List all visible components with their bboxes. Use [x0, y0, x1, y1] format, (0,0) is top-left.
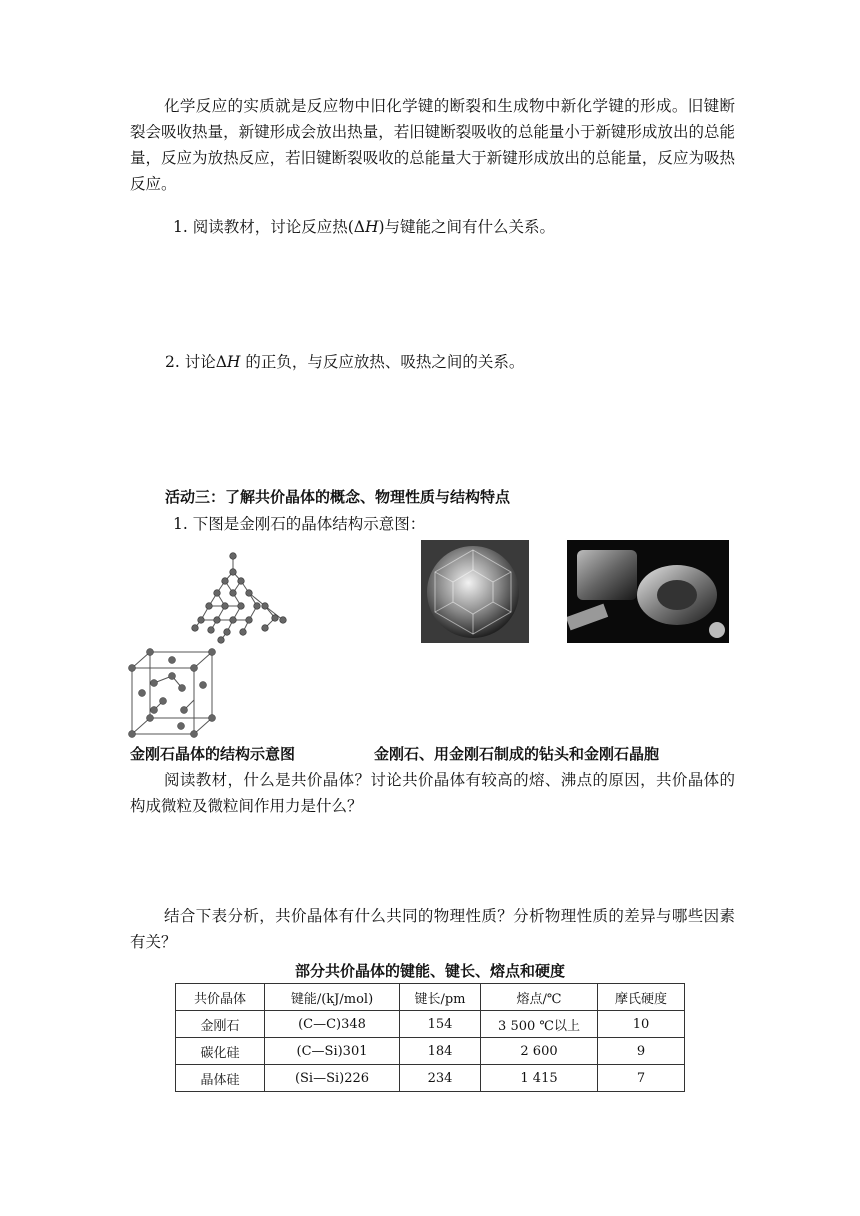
- question-1: 1. 阅读教材，讨论反应热(ΔH)与键能之间有什么关系。: [173, 218, 556, 236]
- table-header-row: [176, 984, 685, 1011]
- table-row: [176, 1065, 685, 1092]
- table-cell: 碳化硅: [176, 1038, 265, 1065]
- drill-bit-photo: [567, 540, 729, 643]
- table-analysis-paragraph: 结合下表分析，共价晶体有什么共同的物理性质？分析物理性质的差异与哪些因素有关？: [130, 907, 735, 951]
- covalent-crystal-paragraph: 阅读教材，什么是共价晶体？讨论共价晶体有较高的熔、沸点的原因，共价晶体的构成微粒及微粒间作用力是什么？: [130, 771, 735, 815]
- header-cell: 摩氏硬度: [598, 984, 685, 1011]
- diamond-unit-cell-diagram: [128, 648, 218, 740]
- table-cell: (C—Si)301: [265, 1038, 400, 1065]
- table-cell: 154: [400, 1011, 481, 1038]
- header-cell: 熔点/℃: [481, 984, 598, 1011]
- table-cell: 金刚石: [176, 1011, 265, 1038]
- question-2: 2. 讨论ΔH 的正负，与反应放热、吸热之间的关系。: [165, 353, 525, 371]
- table-cell: 1 415: [481, 1065, 598, 1092]
- table-cell: 9: [598, 1038, 685, 1065]
- table-cell: 7: [598, 1065, 685, 1092]
- activity-heading: 活动三：了解共价晶体的概念、物理性质与结构特点: [165, 488, 511, 506]
- diamond-photo: [421, 540, 529, 643]
- diamond-question: 1. 下图是金刚石的晶体结构示意图：: [173, 515, 426, 533]
- header-cell: 键能/(kJ/mol): [265, 984, 400, 1011]
- header-cell: 共价晶体: [176, 984, 265, 1011]
- table-cell: 234: [400, 1065, 481, 1092]
- header-cell: 键长/pm: [400, 984, 481, 1011]
- table-cell: (Si—Si)226: [265, 1065, 400, 1092]
- caption-photos: 金刚石、用金刚石制成的钻头和金刚石晶胞: [374, 745, 660, 763]
- diamond-lattice-diagram: [185, 548, 295, 644]
- table-cell: 10: [598, 1011, 685, 1038]
- table-cell: 3 500 ℃以上: [481, 1011, 598, 1038]
- intro-paragraph: 化学反应的实质就是反应物中旧化学键的断裂和生成物中新化学键的形成。旧键断裂会吸收热量，新键形成会放出热量，若旧键断裂吸收的总能量小于新键形成放出的总能量，反应为放热反应，若旧键断裂吸收的总能量大于新键形成放出的总能量，反应为吸热反应。: [130, 97, 735, 193]
- table-cell: 184: [400, 1038, 481, 1065]
- table-cell: 晶体硅: [176, 1065, 265, 1092]
- table-cell: 2 600: [481, 1038, 598, 1065]
- table-row: [176, 1038, 685, 1065]
- covalent-crystal-table: [175, 983, 685, 1092]
- table-title: 部分共价晶体的键能、键长、熔点和硬度: [294, 962, 565, 980]
- table-row: [176, 1011, 685, 1038]
- caption-lattice: 金刚石晶体的结构示意图: [130, 745, 296, 763]
- table-cell: (C—C)348: [265, 1011, 400, 1038]
